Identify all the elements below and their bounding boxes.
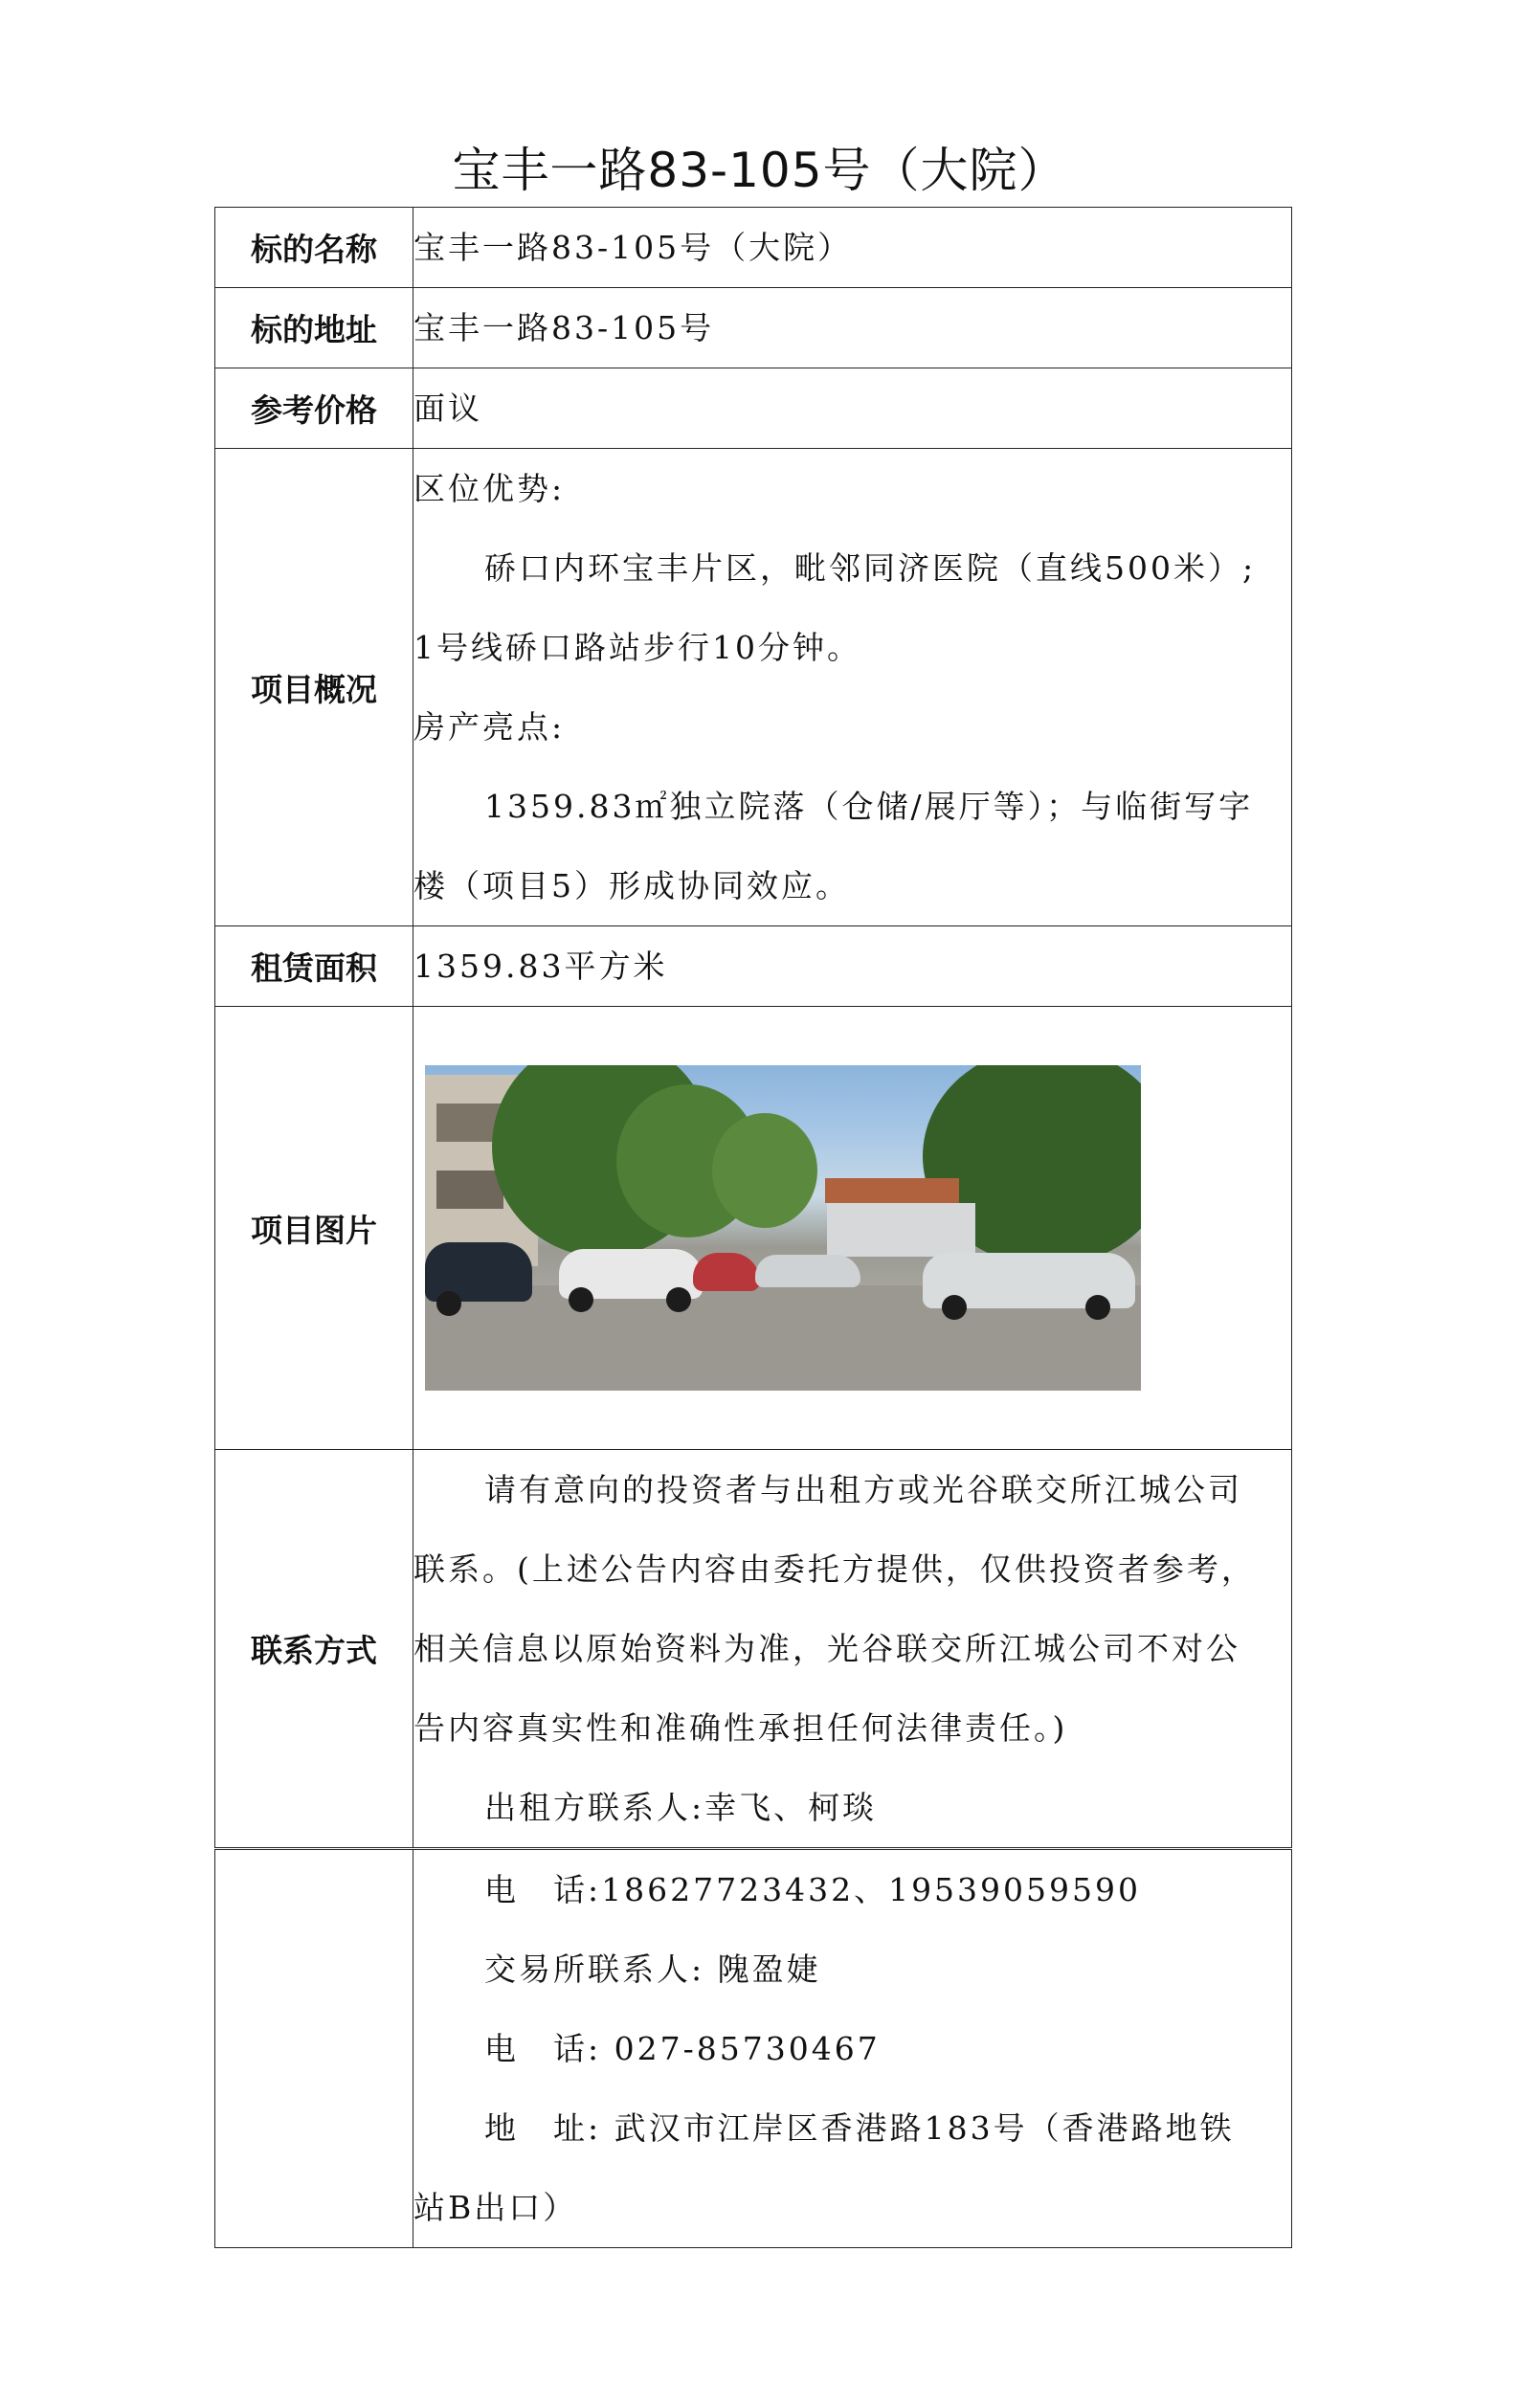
- table-row: [215, 1450, 1292, 1848]
- table-row: [215, 1007, 1292, 1450]
- row-label-address: 标的地址: [215, 288, 413, 368]
- row-value-overview: [413, 449, 1292, 926]
- row-value-name: 宝丰一路83-105号（大院）: [413, 208, 1292, 288]
- contact-line: 告内容真实性和准确性承担任何法律责任。): [413, 1709, 1068, 1747]
- table-row: [215, 208, 1292, 288]
- row-value-picture: [413, 1007, 1292, 1450]
- row-value-area: 1359.83平方米: [413, 926, 1292, 1007]
- row-label-empty: [215, 1850, 413, 2248]
- row-label-area: 租赁面积: [215, 926, 413, 1007]
- overview-line: 1号线硚口路站步行10分钟。: [413, 629, 861, 666]
- project-info-table: [214, 207, 1292, 1848]
- table-row: [215, 449, 1292, 926]
- row-label-name: 标的名称: [215, 208, 413, 288]
- contact-line: 请有意向的投资者与出租方或光谷联交所江城公司: [484, 1471, 1242, 1508]
- table-row: [215, 926, 1292, 1007]
- page-title: 宝丰一路83-105号（大院）: [452, 143, 1067, 198]
- row-label-picture: 项目图片: [215, 1007, 413, 1450]
- overview-line: 楼（项目5）形成协同效应。: [413, 867, 850, 904]
- photo-car-wheel: [666, 1287, 691, 1312]
- photo-car-wheel: [1085, 1295, 1110, 1320]
- contact-line: 交易所联系人: 隗盈婕: [484, 1951, 821, 1988]
- table-row: [215, 288, 1292, 368]
- table-row: [215, 368, 1292, 449]
- photo-car: [755, 1255, 860, 1287]
- photo-warehouse-roof: [825, 1178, 959, 1203]
- contact-line: 站B出口）: [413, 2189, 578, 2226]
- contact-line: 电 话:18627723432、19539059590: [484, 1871, 1142, 1908]
- table-row: [215, 1850, 1292, 2248]
- photo-tree: [712, 1113, 817, 1228]
- row-value-contact-cont: [413, 1850, 1292, 2248]
- row-value-address: 宝丰一路83-105号: [413, 288, 1292, 368]
- project-photo: [425, 1065, 1141, 1391]
- photo-car-wheel: [436, 1291, 461, 1316]
- photo-warehouse: [827, 1203, 975, 1257]
- row-label-price: 参考价格: [215, 368, 413, 449]
- overview-line: 1359.83㎡独立院落（仓储/展厅等）；与临街写字: [484, 788, 1254, 825]
- contact-line: 地 址: 武汉市江岸区香港路183号（香港路地铁: [484, 2109, 1235, 2147]
- overview-line: 区位优势:: [413, 470, 566, 507]
- photo-car-wheel: [569, 1287, 593, 1312]
- photo-car: [693, 1253, 760, 1291]
- overview-line: 硚口内环宝丰片区，毗邻同济医院（直线500米）;: [484, 549, 1257, 587]
- photo-building-windows: [436, 1171, 503, 1209]
- row-value-price: 面议: [413, 368, 1292, 449]
- contact-line: 出租方联系人:幸飞、柯琰: [484, 1789, 878, 1826]
- overview-line: 房产亮点:: [413, 708, 566, 746]
- row-label-contact: 联系方式: [215, 1450, 413, 1848]
- contact-continuation-table: [214, 1849, 1292, 2248]
- row-label-overview: 项目概况: [215, 449, 413, 926]
- row-value-contact: [413, 1450, 1292, 1848]
- contact-line: 相关信息以原始资料为准，光谷联交所江城公司不对公: [413, 1630, 1240, 1667]
- contact-line: 联系。(上述公告内容由委托方提供，仅供投资者参考，: [413, 1550, 1256, 1588]
- photo-car-wheel: [942, 1295, 967, 1320]
- contact-line: 电 话: 027-85730467: [484, 2030, 881, 2067]
